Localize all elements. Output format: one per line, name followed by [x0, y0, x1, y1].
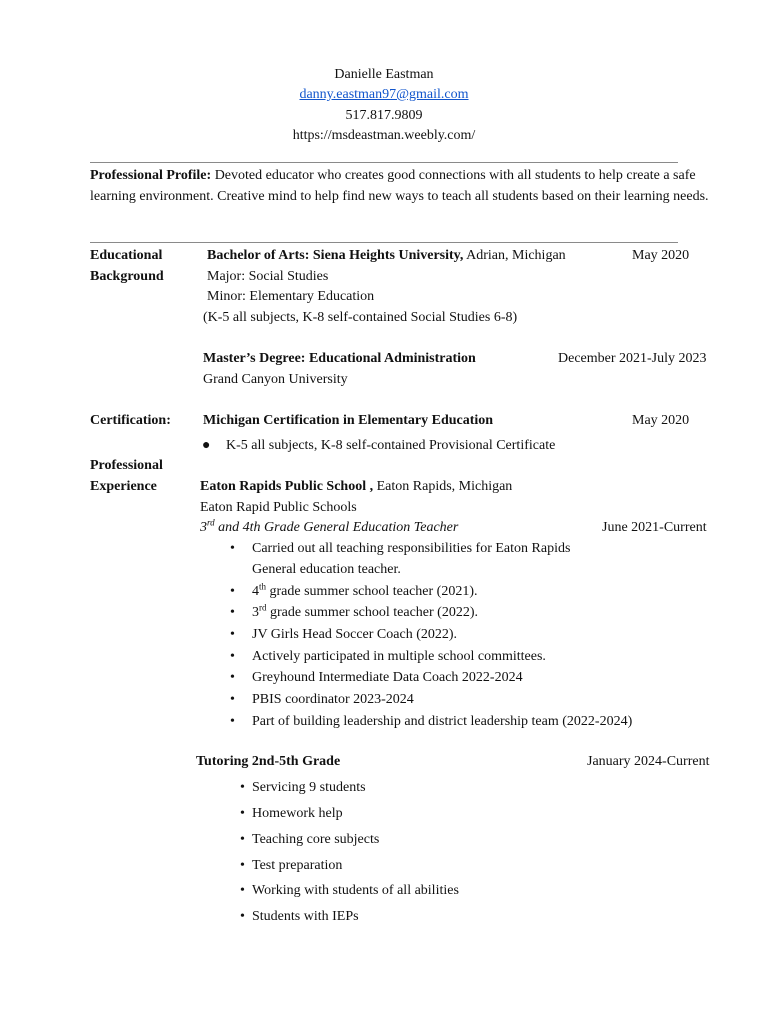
- district-name: Eaton Rapid Public Schools: [200, 500, 357, 515]
- professional-profile: [90, 166, 722, 207]
- bullet-dot: •: [240, 883, 245, 898]
- list-item-text: Homework help: [252, 806, 343, 821]
- role-title: [200, 519, 458, 537]
- bullet-dot: •: [240, 832, 245, 847]
- list-item: [230, 713, 633, 731]
- list-item: [240, 857, 343, 875]
- list-item-text: grade summer school teacher (2021).: [266, 584, 478, 599]
- bullet-dot: •: [240, 806, 245, 821]
- list-item-text: Greyhound Intermediate Data Coach 2022-2024: [252, 670, 523, 685]
- masters-title: Master’s Degree: Educational Administration: [203, 351, 476, 366]
- certification-label: Certification:: [90, 413, 171, 428]
- bullet-dot: •: [230, 605, 235, 620]
- divider-profile: [90, 242, 678, 243]
- bullet-dot: •: [230, 627, 235, 642]
- role-title-text: and 4th Grade General Education Teacher: [214, 520, 459, 535]
- list-item: [230, 691, 414, 709]
- bachelor-line: [207, 247, 566, 265]
- bullet-dot: •: [240, 858, 245, 873]
- list-item-text: PBIS coordinator 2023-2024: [252, 692, 414, 707]
- list-item: [230, 581, 478, 601]
- email-link[interactable]: danny.eastman97@gmail.com: [299, 87, 469, 102]
- masters-school: Grand Canyon University: [203, 372, 348, 387]
- role-grade-number: 3: [200, 520, 207, 535]
- list-item-text: JV Girls Head Soccer Coach (2022).: [252, 627, 458, 642]
- list-item: [240, 805, 343, 823]
- bullet-dot: •: [230, 584, 235, 599]
- bachelor-major: Major: Social Studies: [207, 269, 329, 284]
- bullet-dot: •: [240, 780, 245, 795]
- role-date: June 2021-Current: [602, 520, 707, 535]
- bachelor-date: May 2020: [632, 248, 690, 263]
- role-grade-ordinal: rd: [207, 517, 215, 528]
- certification-date: May 2020: [632, 413, 690, 428]
- list-item: [230, 540, 571, 558]
- bachelor-note: (K-5 all subjects, K-8 self-contained Social Studies 6-8): [203, 310, 518, 325]
- bullet-dot: •: [230, 692, 235, 707]
- list-item-number: 3: [252, 605, 259, 620]
- list-item: [240, 779, 366, 797]
- list-item-continuation: General education teacher.: [252, 562, 401, 577]
- certification-bullet: [202, 437, 556, 455]
- profile-text: Devoted educator who creates good connections with all students to help create a safe learning environment. Creative mind to help find new ways to teach all students based on their learning needs.: [90, 168, 709, 204]
- list-item: [240, 882, 459, 900]
- divider-top: [90, 162, 678, 163]
- list-item: [240, 908, 359, 926]
- candidate-name: Danielle Eastman: [334, 67, 434, 82]
- email-row: [0, 86, 768, 104]
- list-item-text: Part of building leadership and district leadership team (2022-2024): [252, 714, 633, 729]
- education-label-line2: Background: [90, 269, 164, 284]
- bullet-dot: •: [240, 909, 245, 924]
- certification-title: Michigan Certification in Elementary Education: [203, 413, 494, 428]
- list-item: [230, 669, 523, 687]
- list-item-text: Servicing 9 students: [252, 780, 366, 795]
- education-label-line1: Educational: [90, 248, 163, 263]
- phone-number: 517.817.9809: [345, 108, 423, 123]
- list-item: [230, 602, 478, 622]
- list-item: [230, 626, 458, 644]
- bachelor-title: Bachelor of Arts: Siena Heights University,: [207, 248, 464, 263]
- bullet-dot: ●: [202, 438, 211, 453]
- employer-location: Eaton Rapids, Michigan: [373, 479, 513, 494]
- list-item: [240, 831, 380, 849]
- list-item-text: Test preparation: [252, 858, 343, 873]
- list-item-text: grade summer school teacher (2022).: [266, 605, 478, 620]
- experience-label-line2: Experience: [90, 479, 157, 494]
- bullet-dot: •: [230, 649, 235, 664]
- bachelor-location: Adrian, Michigan: [463, 248, 566, 263]
- website-url: https://msdeastman.weebly.com/: [292, 128, 476, 143]
- list-item-text: Carried out all teaching responsibilities for Eaton Rapids: [252, 541, 571, 556]
- bachelor-minor: Minor: Elementary Education: [207, 289, 375, 304]
- list-item: [230, 648, 546, 666]
- list-item-text: Actively participated in multiple school committees.: [252, 649, 546, 664]
- list-item-text: Students with IEPs: [252, 909, 359, 924]
- employer-name: Eaton Rapids Public School ,: [200, 479, 374, 494]
- bullet-dot: •: [230, 541, 235, 556]
- certification-bullet-text: K-5 all subjects, K-8 self-contained Provisional Certificate: [226, 438, 556, 453]
- employer-line: [200, 478, 512, 496]
- bullet-dot: •: [230, 714, 235, 729]
- list-item-text: Working with students of all abilities: [252, 883, 459, 898]
- masters-date: December 2021-July 2023: [558, 351, 707, 366]
- profile-label: Professional Profile:: [90, 168, 212, 183]
- list-item-ordinal: th: [259, 581, 267, 592]
- experience-label-line1: Professional: [90, 458, 163, 473]
- tutoring-date: January 2024-Current: [587, 754, 710, 769]
- tutoring-title: Tutoring 2nd-5th Grade: [196, 754, 341, 769]
- list-item-ordinal: rd: [259, 602, 267, 613]
- bullet-dot: •: [230, 670, 235, 685]
- list-item-number: 4: [252, 584, 259, 599]
- list-item-text: Teaching core subjects: [252, 832, 380, 847]
